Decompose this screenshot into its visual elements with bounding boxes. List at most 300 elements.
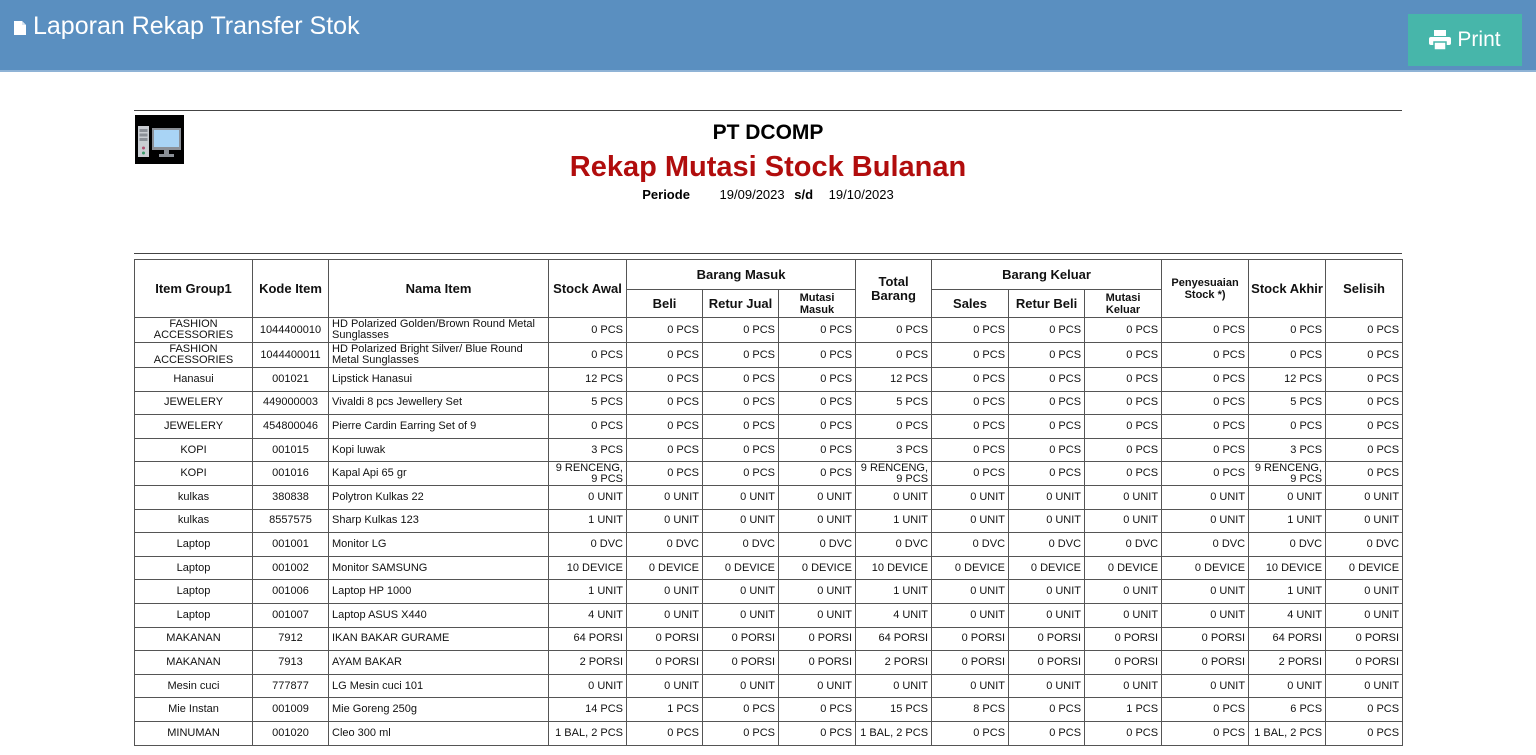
cell-retur-jual: 0 PCS — [703, 698, 779, 722]
cell-stock-awal: 3 PCS — [549, 438, 627, 462]
cell-stock-awal: 0 UNIT — [549, 674, 627, 698]
cell-stock-akhir: 4 UNIT — [1249, 603, 1326, 627]
cell-nama-item: Cleo 300 ml — [329, 721, 549, 745]
cell-beli: 0 DVC — [627, 533, 703, 557]
cell-mutasi-masuk: 0 PCS — [779, 415, 856, 439]
cell-stock-awal: 0 UNIT — [549, 485, 627, 509]
cell-mutasi-keluar: 0 UNIT — [1085, 580, 1162, 604]
stock-mutation-table — [134, 259, 1403, 746]
cell-sales: 0 PCS — [932, 368, 1009, 392]
cell-mutasi-masuk: 0 PORSI — [779, 651, 856, 675]
cell-penyesuaian: 0 PCS — [1162, 415, 1249, 439]
cell-kode-item: 001009 — [253, 698, 329, 722]
cell-total-barang: 1 UNIT — [856, 509, 932, 533]
cell-selisih: 0 DVC — [1326, 533, 1403, 557]
cell-total-barang: 1 UNIT — [856, 580, 932, 604]
cell-stock-akhir: 64 PORSI — [1249, 627, 1326, 651]
cell-mutasi-masuk: 0 UNIT — [779, 603, 856, 627]
cell-retur-jual: 0 PCS — [703, 368, 779, 392]
header-nama-item: Nama Item — [329, 260, 549, 318]
period-start: 19/09/2023 — [719, 187, 785, 202]
cell-beli: 0 UNIT — [627, 485, 703, 509]
cell-mutasi-keluar: 0 PCS — [1085, 415, 1162, 439]
cell-selisih: 0 UNIT — [1326, 509, 1403, 533]
cell-penyesuaian: 0 UNIT — [1162, 485, 1249, 509]
cell-mutasi-keluar: 0 PCS — [1085, 721, 1162, 745]
top-bar — [0, 0, 1536, 72]
cell-mutasi-masuk: 0 UNIT — [779, 674, 856, 698]
cell-nama-item: IKAN BAKAR GURAME — [329, 627, 549, 651]
cell-mutasi-keluar: 1 PCS — [1085, 698, 1162, 722]
cell-beli: 0 PORSI — [627, 627, 703, 651]
cell-retur-beli: 0 DEVICE — [1009, 556, 1085, 580]
cell-total-barang: 9 RENCENG, 9 PCS — [856, 462, 932, 486]
cell-penyesuaian: 0 UNIT — [1162, 509, 1249, 533]
cell-nama-item: Lipstick Hanasui — [329, 368, 549, 392]
table-row — [135, 343, 1403, 368]
cell-sales: 0 UNIT — [932, 674, 1009, 698]
cell-retur-jual: 0 UNIT — [703, 509, 779, 533]
cell-total-barang: 15 PCS — [856, 698, 932, 722]
cell-nama-item: AYAM BAKAR — [329, 651, 549, 675]
cell-penyesuaian: 0 PCS — [1162, 462, 1249, 486]
cell-penyesuaian: 0 PORSI — [1162, 627, 1249, 651]
cell-nama-item: Pierre Cardin Earring Set of 9 — [329, 415, 549, 439]
table-row — [135, 651, 1403, 675]
cell-sales: 0 PCS — [932, 318, 1009, 343]
cell-stock-awal: 5 PCS — [549, 391, 627, 415]
cell-selisih: 0 UNIT — [1326, 580, 1403, 604]
header-stock-awal: Stock Awal — [549, 260, 627, 318]
cell-item-group: FASHION ACCESSORIES — [135, 318, 253, 343]
cell-mutasi-masuk: 0 PCS — [779, 721, 856, 745]
cell-selisih: 0 PCS — [1326, 721, 1403, 745]
cell-stock-awal: 64 PORSI — [549, 627, 627, 651]
cell-retur-beli: 0 PCS — [1009, 391, 1085, 415]
cell-stock-awal: 1 UNIT — [549, 509, 627, 533]
cell-mutasi-keluar: 0 PCS — [1085, 391, 1162, 415]
period-end: 19/10/2023 — [828, 187, 894, 202]
cell-mutasi-masuk: 0 UNIT — [779, 580, 856, 604]
cell-total-barang: 12 PCS — [856, 368, 932, 392]
cell-sales: 0 PCS — [932, 343, 1009, 368]
cell-item-group: Laptop — [135, 580, 253, 604]
table-row — [135, 580, 1403, 604]
cell-nama-item: Mie Goreng 250g — [329, 698, 549, 722]
cell-stock-awal: 0 PCS — [549, 415, 627, 439]
cell-sales: 0 PCS — [932, 462, 1009, 486]
cell-retur-jual: 0 UNIT — [703, 603, 779, 627]
header-total-barang: Total Barang — [856, 260, 932, 318]
cell-beli: 0 PCS — [627, 721, 703, 745]
header-penyesuaian: Penyesuaian Stock *) — [1162, 260, 1249, 318]
cell-beli: 0 DEVICE — [627, 556, 703, 580]
cell-retur-jual: 0 PCS — [703, 438, 779, 462]
table-row — [135, 391, 1403, 415]
cell-total-barang: 2 PORSI — [856, 651, 932, 675]
cell-stock-akhir: 1 UNIT — [1249, 509, 1326, 533]
cell-item-group: FASHION ACCESSORIES — [135, 343, 253, 368]
cell-mutasi-keluar: 0 DVC — [1085, 533, 1162, 557]
cell-item-group: Laptop — [135, 603, 253, 627]
cell-mutasi-keluar: 0 PCS — [1085, 438, 1162, 462]
cell-penyesuaian: 0 PORSI — [1162, 651, 1249, 675]
cell-retur-beli: 0 PCS — [1009, 368, 1085, 392]
cell-kode-item: 1044400010 — [253, 318, 329, 343]
cell-beli: 0 PCS — [627, 343, 703, 368]
printer-icon — [1429, 30, 1451, 50]
cell-stock-awal: 0 PCS — [549, 343, 627, 368]
print-label: Print — [1457, 28, 1501, 51]
page-title — [14, 12, 360, 41]
cell-stock-awal: 1 BAL, 2 PCS — [549, 721, 627, 745]
cell-total-barang: 1 BAL, 2 PCS — [856, 721, 932, 745]
cell-stock-awal: 9 RENCENG, 9 PCS — [549, 462, 627, 486]
cell-kode-item: 380838 — [253, 485, 329, 509]
cell-retur-jual: 0 PCS — [703, 415, 779, 439]
cell-total-barang: 0 DVC — [856, 533, 932, 557]
cell-sales: 0 PORSI — [932, 627, 1009, 651]
cell-stock-akhir: 0 PCS — [1249, 415, 1326, 439]
cell-retur-beli: 0 UNIT — [1009, 580, 1085, 604]
cell-mutasi-keluar: 0 UNIT — [1085, 603, 1162, 627]
cell-item-group: KOPI — [135, 462, 253, 486]
cell-kode-item: 7912 — [253, 627, 329, 651]
cell-selisih: 0 PCS — [1326, 343, 1403, 368]
cell-penyesuaian: 0 UNIT — [1162, 674, 1249, 698]
cell-kode-item: 1044400011 — [253, 343, 329, 368]
cell-kode-item: 449000003 — [253, 391, 329, 415]
cell-sales: 0 PCS — [932, 415, 1009, 439]
cell-nama-item: HD Polarized Golden/Brown Round Metal Sunglasses — [329, 318, 549, 343]
cell-retur-jual: 0 DVC — [703, 533, 779, 557]
cell-stock-awal: 4 UNIT — [549, 603, 627, 627]
cell-selisih: 0 UNIT — [1326, 485, 1403, 509]
cell-kode-item: 7913 — [253, 651, 329, 675]
report-sheet — [134, 110, 1402, 746]
cell-nama-item: Polytron Kulkas 22 — [329, 485, 549, 509]
cell-stock-awal: 0 DVC — [549, 533, 627, 557]
file-icon — [14, 21, 26, 35]
report-header — [134, 111, 1402, 253]
table-row — [135, 533, 1403, 557]
cell-penyesuaian: 0 UNIT — [1162, 580, 1249, 604]
cell-nama-item: LG Mesin cuci 101 — [329, 674, 549, 698]
cell-total-barang: 0 PCS — [856, 415, 932, 439]
cell-mutasi-keluar: 0 PCS — [1085, 462, 1162, 486]
cell-stock-akhir: 12 PCS — [1249, 368, 1326, 392]
cell-beli: 0 PCS — [627, 415, 703, 439]
cell-retur-beli: 0 DVC — [1009, 533, 1085, 557]
print-button[interactable] — [1408, 14, 1522, 66]
cell-mutasi-keluar: 0 PORSI — [1085, 627, 1162, 651]
cell-sales: 0 DEVICE — [932, 556, 1009, 580]
cell-mutasi-masuk: 0 PCS — [779, 368, 856, 392]
cell-mutasi-keluar: 0 UNIT — [1085, 509, 1162, 533]
cell-sales: 0 PCS — [932, 391, 1009, 415]
cell-total-barang: 64 PORSI — [856, 627, 932, 651]
cell-selisih: 0 UNIT — [1326, 603, 1403, 627]
cell-item-group: JEWELERY — [135, 415, 253, 439]
cell-nama-item: Monitor LG — [329, 533, 549, 557]
table-row — [135, 603, 1403, 627]
header-sales: Sales — [932, 290, 1009, 318]
cell-penyesuaian: 0 PCS — [1162, 343, 1249, 368]
cell-penyesuaian: 0 UNIT — [1162, 603, 1249, 627]
cell-retur-beli: 0 PCS — [1009, 438, 1085, 462]
cell-sales: 0 DVC — [932, 533, 1009, 557]
header-kode-item: Kode Item — [253, 260, 329, 318]
cell-stock-akhir: 0 UNIT — [1249, 674, 1326, 698]
table-row — [135, 698, 1403, 722]
cell-retur-jual: 0 PCS — [703, 391, 779, 415]
page-title-text: Laporan Rekap Transfer Stok — [33, 12, 360, 40]
cell-mutasi-masuk: 0 UNIT — [779, 485, 856, 509]
cell-stock-awal: 10 DEVICE — [549, 556, 627, 580]
cell-kode-item: 8557575 — [253, 509, 329, 533]
table-row — [135, 415, 1403, 439]
cell-retur-beli: 0 PORSI — [1009, 627, 1085, 651]
cell-mutasi-masuk: 0 DEVICE — [779, 556, 856, 580]
header-retur-jual: Retur Jual — [703, 290, 779, 318]
cell-total-barang: 4 UNIT — [856, 603, 932, 627]
cell-sales: 0 UNIT — [932, 509, 1009, 533]
header-selisih: Selisih — [1326, 260, 1403, 318]
cell-selisih: 0 PCS — [1326, 698, 1403, 722]
cell-kode-item: 001001 — [253, 533, 329, 557]
table-row — [135, 721, 1403, 745]
cell-kode-item: 454800046 — [253, 415, 329, 439]
header-mutasi-masuk: Mutasi Masuk — [779, 290, 856, 318]
cell-item-group: KOPI — [135, 438, 253, 462]
cell-stock-akhir: 10 DEVICE — [1249, 556, 1326, 580]
cell-selisih: 0 PCS — [1326, 462, 1403, 486]
cell-item-group: Laptop — [135, 533, 253, 557]
cell-stock-akhir: 1 BAL, 2 PCS — [1249, 721, 1326, 745]
cell-stock-awal: 2 PORSI — [549, 651, 627, 675]
cell-retur-jual: 0 PORSI — [703, 627, 779, 651]
cell-selisih: 0 PCS — [1326, 318, 1403, 343]
cell-sales: 0 UNIT — [932, 485, 1009, 509]
cell-mutasi-keluar: 0 PCS — [1085, 318, 1162, 343]
company-name: PT DCOMP — [712, 121, 824, 144]
cell-sales: 0 PCS — [932, 438, 1009, 462]
cell-mutasi-masuk: 0 PCS — [779, 343, 856, 368]
table-row — [135, 462, 1403, 486]
cell-nama-item: Laptop ASUS X440 — [329, 603, 549, 627]
cell-selisih: 0 PCS — [1326, 438, 1403, 462]
cell-sales: 0 PORSI — [932, 651, 1009, 675]
header-stock-akhir: Stock Akhir — [1249, 260, 1326, 318]
cell-penyesuaian: 0 DVC — [1162, 533, 1249, 557]
cell-nama-item: Laptop HP 1000 — [329, 580, 549, 604]
cell-retur-beli: 0 PORSI — [1009, 651, 1085, 675]
cell-total-barang: 5 PCS — [856, 391, 932, 415]
cell-stock-awal: 14 PCS — [549, 698, 627, 722]
cell-mutasi-masuk: 0 PCS — [779, 438, 856, 462]
cell-beli: 0 PCS — [627, 391, 703, 415]
cell-mutasi-masuk: 0 DVC — [779, 533, 856, 557]
cell-mutasi-masuk: 0 PORSI — [779, 627, 856, 651]
cell-selisih: 0 PORSI — [1326, 627, 1403, 651]
cell-sales: 8 PCS — [932, 698, 1009, 722]
cell-retur-beli: 0 UNIT — [1009, 603, 1085, 627]
table-row — [135, 485, 1403, 509]
cell-stock-awal: 12 PCS — [549, 368, 627, 392]
cell-retur-jual: 0 DEVICE — [703, 556, 779, 580]
table-row — [135, 509, 1403, 533]
cell-total-barang: 10 DEVICE — [856, 556, 932, 580]
cell-mutasi-keluar: 0 PCS — [1085, 343, 1162, 368]
cell-retur-jual: 0 PORSI — [703, 651, 779, 675]
cell-nama-item: Kapal Api 65 gr — [329, 462, 549, 486]
cell-kode-item: 001002 — [253, 556, 329, 580]
cell-nama-item: Sharp Kulkas 123 — [329, 509, 549, 533]
cell-stock-akhir: 6 PCS — [1249, 698, 1326, 722]
cell-kode-item: 001006 — [253, 580, 329, 604]
table-row — [135, 318, 1403, 343]
cell-penyesuaian: 0 PCS — [1162, 721, 1249, 745]
cell-kode-item: 001015 — [253, 438, 329, 462]
cell-item-group: Mie Instan — [135, 698, 253, 722]
cell-retur-jual: 0 PCS — [703, 343, 779, 368]
cell-mutasi-keluar: 0 PORSI — [1085, 651, 1162, 675]
cell-sales: 0 PCS — [932, 721, 1009, 745]
cell-retur-jual: 0 UNIT — [703, 674, 779, 698]
cell-selisih: 0 UNIT — [1326, 674, 1403, 698]
cell-selisih: 0 PCS — [1326, 415, 1403, 439]
table-divider — [134, 253, 1402, 254]
cell-penyesuaian: 0 PCS — [1162, 438, 1249, 462]
cell-penyesuaian: 0 DEVICE — [1162, 556, 1249, 580]
cell-retur-jual: 0 PCS — [703, 721, 779, 745]
cell-retur-beli: 0 PCS — [1009, 415, 1085, 439]
cell-retur-beli: 0 PCS — [1009, 318, 1085, 343]
cell-total-barang: 3 PCS — [856, 438, 932, 462]
cell-sales: 0 UNIT — [932, 580, 1009, 604]
cell-item-group: kulkas — [135, 509, 253, 533]
cell-mutasi-masuk: 0 UNIT — [779, 509, 856, 533]
table-row — [135, 627, 1403, 651]
period-label: Periode — [642, 187, 690, 202]
cell-beli: 0 PCS — [627, 318, 703, 343]
cell-retur-jual: 0 PCS — [703, 462, 779, 486]
cell-beli: 0 PORSI — [627, 651, 703, 675]
cell-penyesuaian: 0 PCS — [1162, 368, 1249, 392]
cell-selisih: 0 DEVICE — [1326, 556, 1403, 580]
cell-retur-beli: 0 PCS — [1009, 698, 1085, 722]
cell-nama-item: Kopi luwak — [329, 438, 549, 462]
table-row — [135, 438, 1403, 462]
cell-mutasi-masuk: 0 PCS — [779, 391, 856, 415]
report-title: Rekap Mutasi Stock Bulanan — [569, 151, 967, 183]
cell-penyesuaian: 0 PCS — [1162, 391, 1249, 415]
cell-total-barang: 0 UNIT — [856, 485, 932, 509]
cell-total-barang: 0 PCS — [856, 318, 932, 343]
table-row — [135, 674, 1403, 698]
cell-stock-akhir: 0 UNIT — [1249, 485, 1326, 509]
cell-total-barang: 0 UNIT — [856, 674, 932, 698]
cell-kode-item: 001021 — [253, 368, 329, 392]
cell-stock-akhir: 2 PORSI — [1249, 651, 1326, 675]
cell-kode-item: 001020 — [253, 721, 329, 745]
cell-retur-jual: 0 UNIT — [703, 485, 779, 509]
cell-beli: 1 PCS — [627, 698, 703, 722]
cell-penyesuaian: 0 PCS — [1162, 318, 1249, 343]
cell-stock-akhir: 0 PCS — [1249, 343, 1326, 368]
cell-mutasi-masuk: 0 PCS — [779, 462, 856, 486]
cell-mutasi-keluar: 0 DEVICE — [1085, 556, 1162, 580]
cell-item-group: kulkas — [135, 485, 253, 509]
cell-retur-jual: 0 PCS — [703, 318, 779, 343]
cell-stock-akhir: 5 PCS — [1249, 391, 1326, 415]
cell-total-barang: 0 PCS — [856, 343, 932, 368]
cell-stock-akhir: 9 RENCENG, 9 PCS — [1249, 462, 1326, 486]
cell-beli: 0 PCS — [627, 438, 703, 462]
cell-item-group: JEWELERY — [135, 391, 253, 415]
cell-nama-item: Monitor SAMSUNG — [329, 556, 549, 580]
cell-item-group: MAKANAN — [135, 651, 253, 675]
cell-mutasi-keluar: 0 PCS — [1085, 368, 1162, 392]
cell-mutasi-masuk: 0 PCS — [779, 318, 856, 343]
cell-penyesuaian: 0 PCS — [1162, 698, 1249, 722]
cell-beli: 0 UNIT — [627, 509, 703, 533]
cell-item-group: MAKANAN — [135, 627, 253, 651]
cell-kode-item: 001007 — [253, 603, 329, 627]
cell-stock-akhir: 0 DVC — [1249, 533, 1326, 557]
cell-retur-jual: 0 UNIT — [703, 580, 779, 604]
header-barang-keluar: Barang Keluar — [932, 260, 1162, 290]
cell-retur-beli: 0 PCS — [1009, 462, 1085, 486]
cell-stock-akhir: 0 PCS — [1249, 318, 1326, 343]
header-beli: Beli — [627, 290, 703, 318]
cell-beli: 0 UNIT — [627, 580, 703, 604]
cell-retur-beli: 0 PCS — [1009, 721, 1085, 745]
cell-item-group: Mesin cuci — [135, 674, 253, 698]
cell-stock-awal: 0 PCS — [549, 318, 627, 343]
cell-selisih: 0 PCS — [1326, 368, 1403, 392]
cell-item-group: Laptop — [135, 556, 253, 580]
cell-stock-akhir: 1 UNIT — [1249, 580, 1326, 604]
cell-kode-item: 001016 — [253, 462, 329, 486]
header-mutasi-keluar: Mutasi Keluar — [1085, 290, 1162, 318]
table-body — [135, 318, 1403, 746]
cell-selisih: 0 PORSI — [1326, 651, 1403, 675]
cell-stock-akhir: 3 PCS — [1249, 438, 1326, 462]
cell-nama-item: HD Polarized Bright Silver/ Blue Round Metal Sunglasses — [329, 343, 549, 368]
cell-retur-beli: 0 PCS — [1009, 343, 1085, 368]
cell-nama-item: Vivaldi 8 pcs Jewellery Set — [329, 391, 549, 415]
header-item-group: Item Group1 — [135, 260, 253, 318]
header-retur-beli: Retur Beli — [1009, 290, 1085, 318]
table-row — [135, 368, 1403, 392]
cell-beli: 0 UNIT — [627, 674, 703, 698]
header-barang-masuk: Barang Masuk — [627, 260, 856, 290]
cell-kode-item: 777877 — [253, 674, 329, 698]
table-row — [135, 556, 1403, 580]
cell-beli: 0 PCS — [627, 368, 703, 392]
cell-stock-awal: 1 UNIT — [549, 580, 627, 604]
cell-selisih: 0 PCS — [1326, 391, 1403, 415]
cell-sales: 0 UNIT — [932, 603, 1009, 627]
cell-item-group: Hanasui — [135, 368, 253, 392]
cell-beli: 0 PCS — [627, 462, 703, 486]
cell-mutasi-keluar: 0 UNIT — [1085, 674, 1162, 698]
cell-retur-beli: 0 UNIT — [1009, 485, 1085, 509]
cell-mutasi-masuk: 0 PCS — [779, 698, 856, 722]
cell-retur-beli: 0 UNIT — [1009, 674, 1085, 698]
cell-mutasi-keluar: 0 UNIT — [1085, 485, 1162, 509]
